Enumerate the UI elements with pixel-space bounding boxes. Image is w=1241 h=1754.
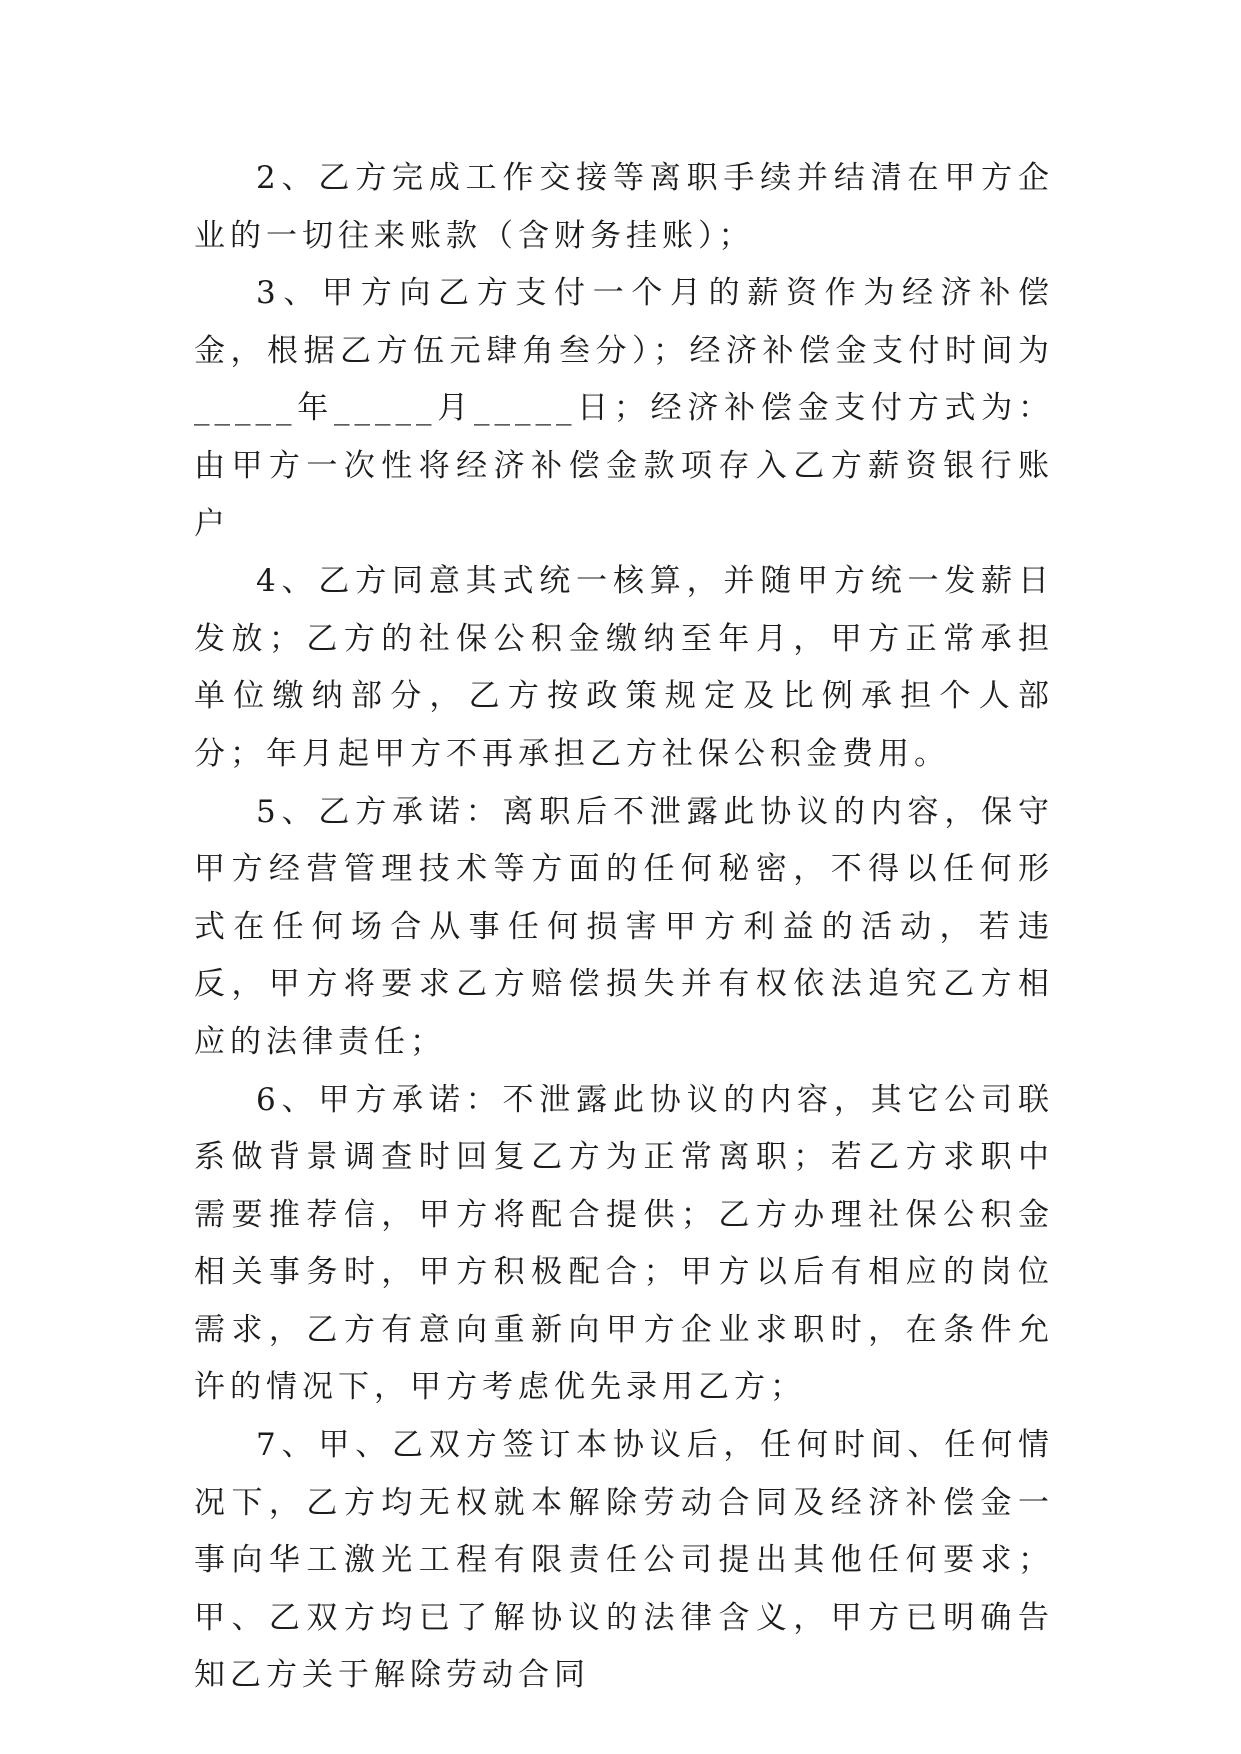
clause-3: 3、甲方向乙方支付一个月的薪资作为经济补偿金，根据乙方伍元肆角叁分）；经济补偿金支付时间为_____年_____月_____日；经济补偿金支付方式为：由甲方一次性将经济补偿金款项存入乙方薪资银行账户 <box>194 275 1054 542</box>
clause-4: 4、乙方同意其式统一核算，并随甲方统一发薪日发放；乙方的社保公积金缴纳至年月，甲方正常承担单位缴纳部分，乙方按政策规定及比例承担个人部分；年月起甲方不再承担乙方社保公积金费用。 <box>194 563 1054 772</box>
clause-5: 5、乙方承诺：离职后不泄露此协议的内容，保守甲方经营管理技术等方面的任何秘密，不得以任何形式在任何场合从事任何损害甲方利益的活动，若违反，甲方将要求乙方赔偿损失并有权依法追究乙方相应的法律责任； <box>194 793 1054 1060</box>
clause-7: 7、甲、乙双方签订本协议后，任何时间、任何情况下，乙方均无权就本解除劳动合同及经济补偿金一事向华工激光工程有限责任公司提出其他任何要求；甲、乙双方均已了解协议的法律含义，甲方已明确告知乙方关于解除劳动合同 <box>194 1427 1054 1694</box>
document-body <box>194 150 1054 1705</box>
clause-2: 2、乙方完成工作交接等离职手续并结清在甲方企业的一切往来账款（含财务挂账）； <box>194 160 1054 254</box>
clause-6: 6、甲方承诺：不泄露此协议的内容，其它公司联系做背景调查时回复乙方为正常离职；若乙方求职中需要推荐信，甲方将配合提供；乙方办理社保公积金相关事务时，甲方积极配合；甲方以后有相应的岗位需求，乙方有意向重新向甲方企业求职时，在条件允许的情况下，甲方考虑优先录用乙方； <box>194 1081 1054 1406</box>
